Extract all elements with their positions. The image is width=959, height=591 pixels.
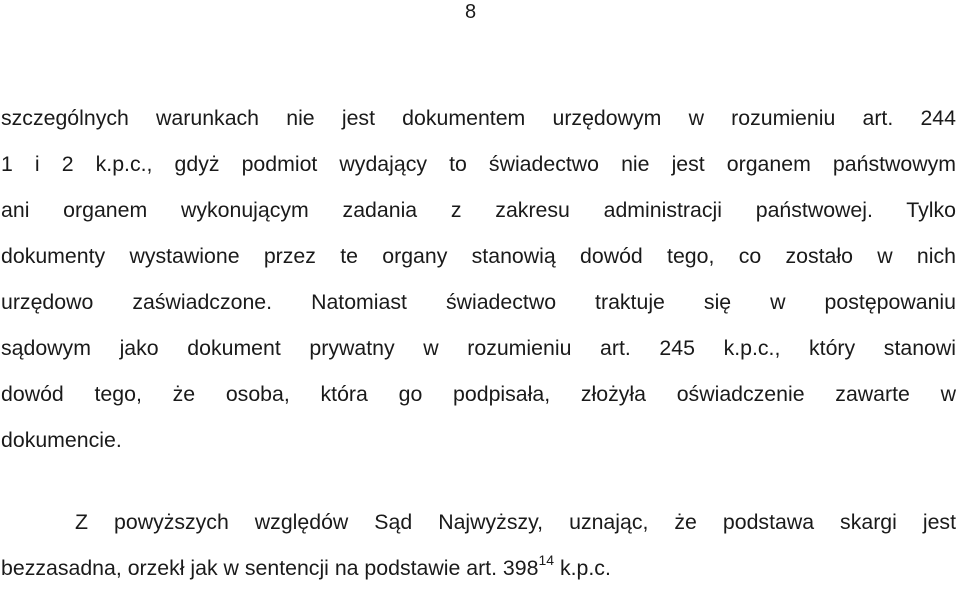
paragraph-line bbox=[1, 545, 956, 591]
paragraph-line: sądowym jako dokument prywatny w rozumieniu art. 245 k.p.c., który stanowi bbox=[1, 336, 956, 360]
line-text: bezzasadna, orzekł jak w sentencji na podstawie art. 398 bbox=[1, 556, 539, 580]
paragraph-line: urzędowo zaświadczone. Natomiast świadectwo traktuje się w postępowaniu bbox=[1, 290, 956, 314]
page-number: 8 bbox=[465, 1, 477, 23]
paragraph-line: szczególnych warunkach nie jest dokumentem urzędowym w rozumieniu art. 244 bbox=[1, 106, 956, 130]
paragraph-2 bbox=[1, 499, 956, 591]
line-text: k.p.c. bbox=[554, 556, 611, 580]
paragraph-1 bbox=[1, 95, 956, 463]
paragraph-line: dokumenty wystawione przez te organy stanowią dowód tego, co zostało w nich bbox=[1, 244, 956, 268]
paragraph-line: Z powyższych względów Sąd Najwyższy, uznając, że podstawa skargi jest bbox=[75, 510, 956, 534]
paragraph-line: ani organem wykonującym zadania z zakresu administracji państwowej. Tylko bbox=[1, 198, 956, 222]
superscript: 14 bbox=[538, 552, 555, 568]
paragraph-line: dokumencie. bbox=[1, 428, 122, 452]
paragraph-line: dowód tego, że osoba, która go podpisała, złożyła oświadczenie zawarte w bbox=[1, 382, 956, 406]
paragraph-line: 1 i 2 k.p.c., gdyż podmiot wydający to świadectwo nie jest organem państwowym bbox=[1, 152, 956, 176]
